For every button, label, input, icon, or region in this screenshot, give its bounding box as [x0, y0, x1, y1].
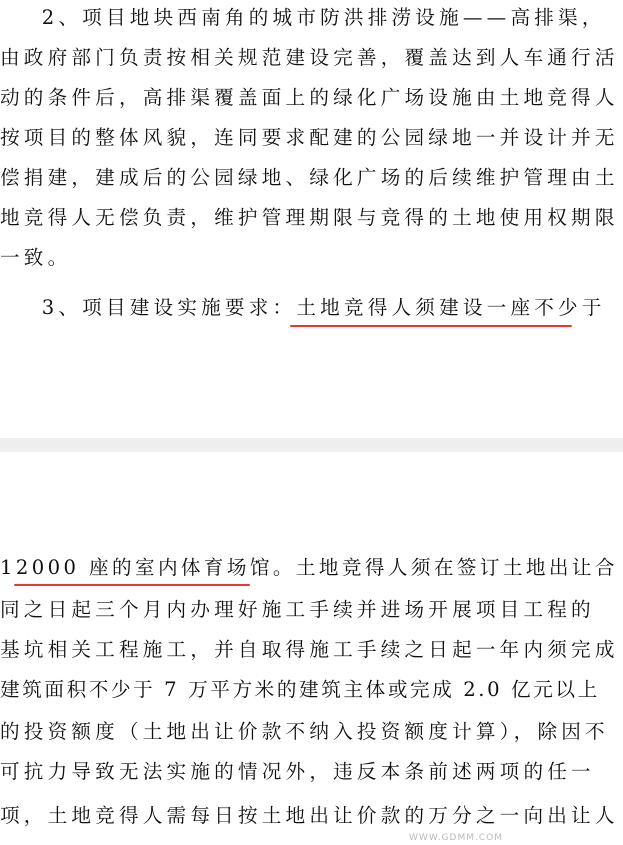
text-line: 动的条件后，高排渠覆盖面上的绿化广场设施由土地竞得人	[0, 86, 619, 109]
text-line: 一致。	[0, 246, 72, 269]
page-separator	[0, 438, 623, 452]
text-line: 2、项目地块西南角的城市防洪排涝设施——高排渠，	[0, 6, 606, 29]
first-line	[0, 550, 623, 586]
text-line: 同之日起三个月内办理好施工手续并进场开展项目工程的	[0, 598, 595, 621]
first-line-highlight: 12000 座的室内体育场馆	[0, 556, 273, 579]
text-line: 建筑面积不少于 7 万平方米的建筑主体或完成 2.0 亿元以上	[0, 678, 600, 701]
item-3-line	[0, 290, 623, 326]
red-underline-bottom	[14, 584, 250, 586]
first-line-rest: 。土地竞得人须在签订土地出让合	[272, 556, 618, 579]
item-3-prefix: 3、项目建设实施要求：	[0, 296, 297, 319]
text-line: 地竞得人无偿负责，维护管理期限与竞得的土地使用权期限	[0, 206, 619, 229]
text-line: 偿捐建，建成后的公园绿地、绿化广场的后续维护管理由土	[0, 166, 619, 189]
text-line: 项，土地竞得人需每日按土地出让价款的万分之一向出让人	[0, 804, 619, 827]
text-line: 可抗力导致无法实施的情况外，违反本条前述两项的任一	[0, 760, 595, 783]
document-page-bottom	[0, 452, 623, 845]
red-underline-top	[290, 325, 572, 327]
item-3-highlight: 土地竞得人须建设一座不少于	[296, 296, 606, 319]
text-line: 按项目的整体风貌，连同要求配建的公园绿地一并设计并无	[0, 126, 619, 149]
watermark-text: WWW.GDMM.COM	[409, 833, 503, 843]
text-line: 的投资额度（土地出让价款不纳入投资额度计算），除因不	[0, 720, 609, 743]
text-line: 基坑相关工程施工，并自取得施工手续之日起一年内须完成	[0, 638, 619, 661]
text-line: 由政府部门负责按相关规范建设完善，覆盖达到人车通行活	[0, 46, 619, 69]
